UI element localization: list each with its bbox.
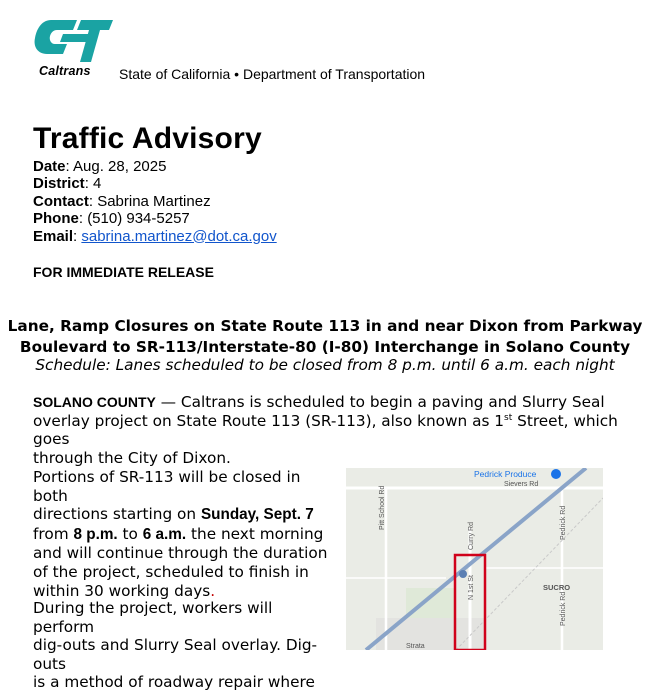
- map-label-pedrick-rd-1: Pedrick Rd: [560, 505, 567, 540]
- para1-line-3: through the City of Dixon.: [33, 448, 231, 467]
- map-label-pedrick-rd-2: Pedrick Rd: [560, 591, 567, 626]
- meta-email: Email: sabrina.martinez@dot.ca.gov: [33, 227, 277, 245]
- paragraph-closures: [33, 468, 338, 600]
- map-label-pitt-school-rd: Pitt School Rd: [379, 485, 386, 530]
- headline-line-2: Boulevard to SR-113/Interstate-80 (I-80) Interchange in Solano County: [19, 337, 631, 356]
- caltrans-ct-logo-icon: [33, 18, 113, 64]
- paragraph-work: [33, 599, 338, 692]
- para2-line-2: directions starting on Sunday, Sept. 7: [33, 505, 314, 524]
- release-label: FOR IMMEDIATE RELEASE: [33, 264, 214, 280]
- headline-line-1: Lane, Ramp Closures on State Route 113 in and near Dixon from Parkway: [7, 317, 643, 335]
- para1-line-2: overlay project on State Route 113 (SR-113), also known as 1st Street, which goes: [33, 411, 618, 449]
- map-interchange-marker: [459, 570, 467, 578]
- para3-line-2: dig-outs and Slurry Seal overlay. Dig-outs: [33, 636, 318, 673]
- meta-contact: Contact: Sabrina Martinez: [33, 192, 211, 210]
- map-poi-pedrick-produce-icon: [551, 469, 561, 479]
- map-label-sucro: SUCRO: [543, 583, 571, 592]
- agency-line: State of California • Department of Transportation: [119, 66, 426, 82]
- map-svg: [346, 468, 603, 650]
- para2-line-1: Portions of SR-113 will be closed in both: [33, 468, 301, 505]
- para2-line-5: of the project, scheduled to finish in: [33, 562, 309, 581]
- meta-date: Date: Aug. 28, 2025: [33, 158, 167, 175]
- para3-line-3: is a method of roadway repair where: [33, 673, 315, 692]
- map-label-strata: Strata: [406, 643, 425, 650]
- schedule-line: Schedule: Lanes scheduled to be closed from 8 p.m. until 6 a.m. each night: [35, 356, 615, 374]
- map-label-n-1st-st: N 1st St: [468, 575, 475, 600]
- para2-line-3: from 8 p.m. to 6 a.m. the next morning: [33, 524, 324, 543]
- caltrans-logo: [33, 18, 113, 82]
- paragraph-intro: [33, 393, 633, 467]
- para3-line-1: During the project, workers will perform: [33, 599, 273, 636]
- page-title: Traffic Advisory: [33, 122, 262, 155]
- map-label-curry-rd: Curry Rd: [468, 521, 475, 550]
- para2-line-4: and will continue through the duration: [33, 544, 328, 563]
- para2-line-6: within 30 working days.: [33, 581, 216, 600]
- advisory-meta: [33, 158, 277, 245]
- map-label-sievers-rd: Sievers Rd: [504, 481, 539, 488]
- map-label-pedrick-produce: Pedrick Produce: [474, 469, 537, 479]
- caltrans-wordmark: Caltrans: [39, 64, 91, 78]
- para1-line-1: SOLANO COUNTY — Caltrans is scheduled to begin a paving and Slurry Seal: [33, 393, 605, 411]
- meta-phone: Phone: (510) 934-5257: [33, 210, 190, 228]
- headline: [0, 316, 650, 357]
- project-map: [346, 468, 603, 650]
- email-link[interactable]: sabrina.martinez@dot.ca.gov: [81, 227, 277, 245]
- meta-district: District: 4: [33, 175, 102, 193]
